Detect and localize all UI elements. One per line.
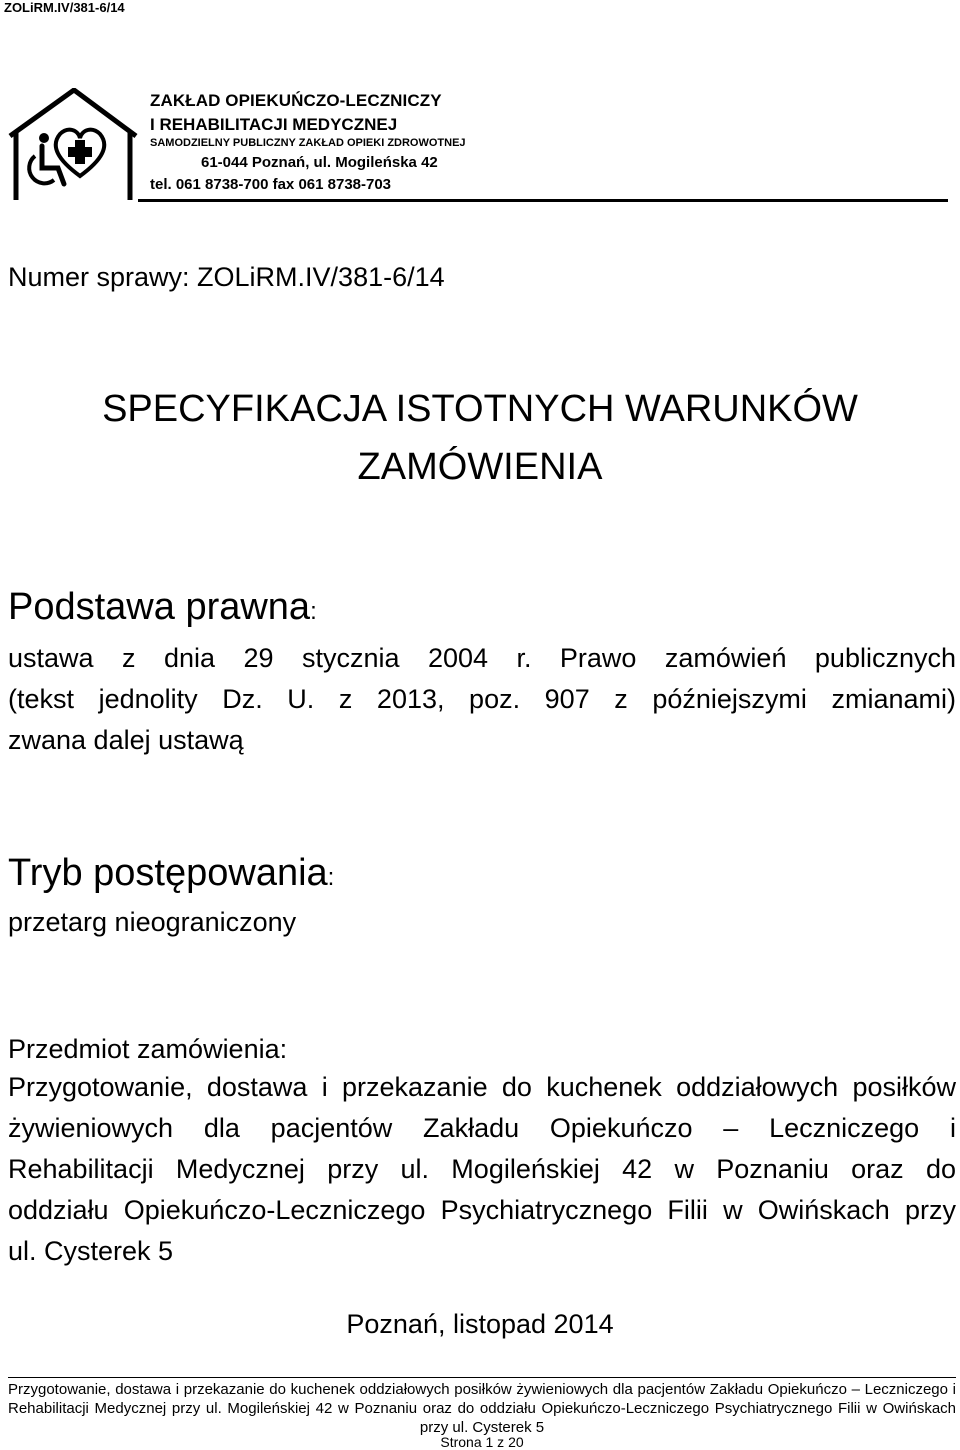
- footer-line: przy ul. Cysterek 5: [419, 1419, 545, 1436]
- running-header-ref: ZOLiRM.IV/381-6/14: [4, 0, 125, 15]
- footer-line: Rehabilitacji Medycznej przy ul. Mogileńskiej 42 w Poznaniu oraz do oddziału Opiekuńczo-Leczniczego Psychiatrycznego Filii w Owińskach: [8, 1400, 956, 1417]
- subject-line: Rehabilitacji Medycznej przy ul. Mogileńskiej 42 w Poznaniu oraz do: [8, 1154, 956, 1184]
- footer-line: Przygotowanie, dostawa i przekazanie do kuchenek oddziałowych posiłków żywieniowych dla pacjentów Zakładu Opiekuńczo – Leczniczego i: [8, 1381, 956, 1398]
- logo-line-name-2: I REHABILITACJI MEDYCZNEJ: [150, 115, 398, 134]
- document-title-line-1: SPECYFIKACJA ISTOTNYCH WARUNKÓW: [102, 388, 858, 430]
- procedure-value: przetarg nieograniczony: [8, 907, 297, 937]
- logo-line-status: SAMODZIELNY PUBLICZNY ZAKŁAD OPIEKI ZDROWOTNEJ: [150, 137, 466, 149]
- subject-line: Przygotowanie, dostawa i przekazanie do kuchenek oddziałowych posiłków: [8, 1072, 956, 1102]
- footer-divider: [8, 1377, 956, 1378]
- house-heart-wheelchair-icon: [8, 88, 148, 204]
- logo-line-address: 61-044 Poznań, ul. Mogileńska 42: [201, 154, 438, 171]
- legal-basis-text: [8, 638, 956, 761]
- institution-logo: [8, 88, 948, 204]
- legal-basis-heading: Podstawa prawna:: [8, 586, 317, 628]
- subject-heading: Przedmiot zamówienia:: [8, 1034, 288, 1064]
- legal-basis-line: ustawa z dnia 29 stycznia 2004 r. Prawo zamówień publicznych: [8, 643, 956, 673]
- subject-line: żywieniowych dla pacjentów Zakładu Opiekuńczo – Leczniczego i: [8, 1113, 956, 1143]
- subject-line: ul. Cysterek 5: [8, 1236, 174, 1266]
- place-and-date: Poznań, listopad 2014: [346, 1309, 614, 1339]
- case-number: Numer sprawy: ZOLiRM.IV/381-6/14: [8, 262, 445, 292]
- legal-basis-line: zwana dalej ustawą: [8, 725, 244, 755]
- document-title-line-2: ZAMÓWIENIA: [357, 446, 603, 488]
- page-number: Strona 1 z 20: [440, 1434, 524, 1450]
- logo-line-phone: tel. 061 8738-700 fax 061 8738-703: [150, 176, 392, 193]
- subject-line: oddziału Opiekuńczo-Leczniczego Psychiatrycznego Filii w Owińskach przy: [8, 1195, 956, 1225]
- logo-underline: [138, 199, 948, 202]
- page-footer: [8, 1380, 956, 1450]
- procedure-heading: Tryb postępowania:: [8, 852, 335, 894]
- logo-line-name: ZAKŁAD OPIEKUŃCZO-LECZNICZY: [150, 91, 442, 110]
- legal-basis-line: (tekst jednolity Dz. U. z 2013, poz. 907 z późniejszymi zmianami): [8, 684, 956, 714]
- subject-text: [8, 1067, 956, 1272]
